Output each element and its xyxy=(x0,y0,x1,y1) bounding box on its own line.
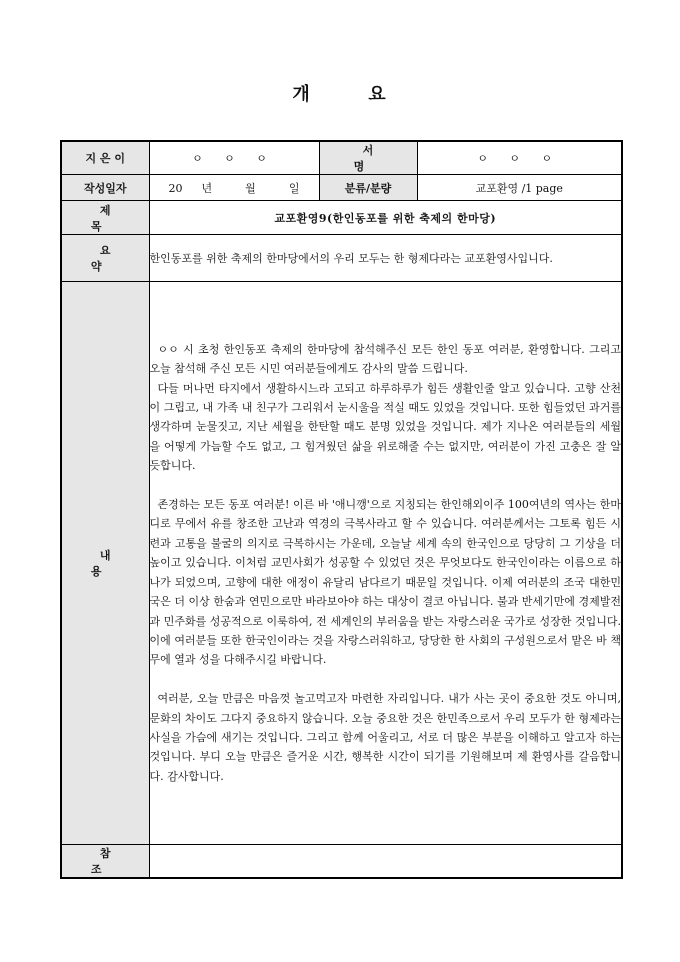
content-blank-line xyxy=(150,476,622,495)
page-title-left: 개 xyxy=(292,84,312,105)
summary-label: 요 약 xyxy=(61,235,149,282)
date-month-unit: 월 xyxy=(245,181,256,195)
content-paragraph: ㅇㅇ 시 초청 한인동포 축제의 한마당에 참석해주신 모든 한인 동포 여러분, 환영합니다. 그리고 오늘 참석해 주신 모든 시민 여러분들에게도 감사의 말씀 드립니다. xyxy=(149,342,621,376)
reference-label: 참 조 xyxy=(61,845,149,879)
content-blank-line xyxy=(150,670,622,689)
date-year-unit: 년 xyxy=(201,181,213,195)
overview-form-table xyxy=(60,140,623,879)
date-year: 20 xyxy=(168,181,183,195)
date-value xyxy=(149,175,319,201)
page-title-right: 요 xyxy=(368,84,388,105)
content-paragraph: 존경하는 모든 동포 여러분! 이른 바 '애니깽'으로 지칭되는 한인해외이주 100여년의 역사는 한마디로 무에서 유를 창조한 고난과 역경의 극복사라고 할 수 있습니다. 여러분께서는 그토록 힘든 시련과 고통을 불굴의 의지로 극복하시는 가운데, 오늘날 세계 속의 한국인으로 당당히 그 기상을 더 높이고 있습니다. 이처럼 교민사회가 성공할 수 있었던 것은 무엇보다도 한국인이라는 이름으로 하나가 되었으며, 고향에 대한 애정이 유달리 남다르기 때문일 것입니다. 이제 여러분의 조국 대한민국은 더 이상 한숨과 연민으로만 바라보아야 하는 대상이 결코 아닙니다. 불과 반세기만에 경제발전과 민주화를 성공적으로 이룩하여, 전 세계인의 부러움을 받는 자랑스러운 국가로 성장한 것입니다. 이에 여러분들 또한 한국인이라는 것을 자랑스러워하고, 당당한 한 사회의 구성원으로서 맡은 바 책무에 열과 성을 다해주시길 바랍니다. xyxy=(149,498,621,667)
content-paragraph: 다들 머나먼 타지에서 생활하시느라 고되고 하루하루가 힘든 생활인줄 알고 있습니다. 고향 산천이 그립고, 내 가족 내 친구가 그리워서 눈시울을 적실 때도 있었을 것입니다. 또한 힘들었던 과거를 생각하며 눈물짓고, 지난 세월을 한탄할 때도 분명 있었을 것입니다. 제가 지나온 여러분들의 세월을 어떻게 가늠할 수도 없고, 그 힘겨웠던 삶을 위로해줄 수는 없지만, 여러분이 가진 고충은 잘 알듯합니다. xyxy=(149,381,621,473)
page-title xyxy=(0,80,680,106)
author-row xyxy=(61,141,622,175)
signature-value: ㅇ ㅇ ㅇ xyxy=(417,141,622,175)
category-label: 분류/분량 xyxy=(319,175,417,201)
content-row xyxy=(61,282,622,845)
content-label: 내 용 xyxy=(61,282,149,845)
signature-label: 서 명 xyxy=(319,141,417,175)
summary-row xyxy=(61,235,622,282)
reference-row xyxy=(61,845,622,879)
content-paragraph: 여러분, 오늘 만큼은 마음껏 놀고먹고자 마련한 자리입니다. 내가 사는 곳이 중요한 것도 아니며, 문화의 차이도 그다지 중요하지 않습니다. 오늘 중요한 것은 한민족으로서 우리 모두가 한 형제라는 사실을 가슴에 새기는 것입니다. 그리고 함께 어울리고, 서로 더 많은 부분을 이해하고 알고자 하는 것입니다. 부디 오늘 만큼은 즐거운 시간, 행복한 시간이 되기를 기원해보며 제 환영사를 갈음합니다. 감사합니다. xyxy=(149,692,621,783)
date-label: 작성일자 xyxy=(61,175,149,201)
content-body xyxy=(149,282,622,845)
summary-value: 한인동포를 위한 축제의 한마당에서의 우리 모두는 한 형제다라는 교포환영사입니다. xyxy=(149,235,622,282)
reference-value xyxy=(149,845,622,879)
author-value: ㅇ ㅇ ㅇ xyxy=(149,141,319,175)
date-row xyxy=(61,175,622,201)
subject-row xyxy=(61,201,622,235)
subject-value: 교포환영9(한인동포를 위한 축제의 한마당) xyxy=(149,201,622,235)
subject-label: 제 목 xyxy=(61,201,149,235)
category-value: 교포환영 /1 page xyxy=(417,175,622,201)
author-label: 지 은 이 xyxy=(61,141,149,175)
date-day-unit: 일 xyxy=(288,181,300,195)
